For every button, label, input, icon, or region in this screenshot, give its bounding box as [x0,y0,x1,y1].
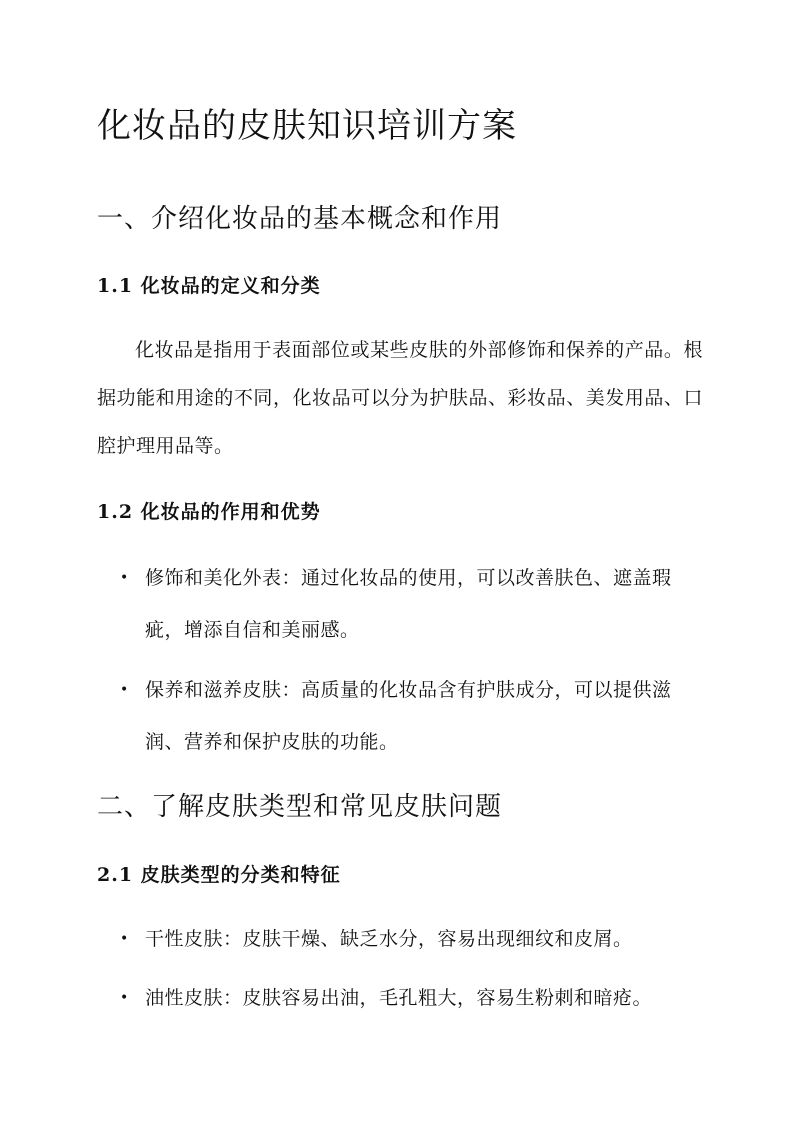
list-item [120,552,700,656]
list-item [120,664,700,768]
list-item-text: 干性皮肤：皮肤干燥、缺乏水分，容易出现细纹和皮屑。 [145,928,633,950]
bullet-icon: • [120,990,129,1006]
subsection-heading-1-2: 1.2 化妆品的作用和优势 [97,501,321,523]
section-heading-1: 一、介绍化妆品的基本概念和作用 [97,204,503,234]
list-item [120,913,700,965]
list-item [120,972,700,1024]
bullet-icon: • [120,570,129,586]
subsection-heading-1-1: 1.1 化妆品的定义和分类 [97,275,321,297]
bullet-icon: • [120,682,129,698]
list-item-text: 油性皮肤：皮肤容易出油，毛孔粗大，容易生粉刺和暗疮。 [145,987,653,1009]
bullet-icon: • [120,931,129,947]
document-title: 化妆品的皮肤知识培训方案 [97,106,517,146]
list-item-text: 修饰和美化外表：通过化妆品的使用，可以改善肤色、遮盖瑕疵，增添自信和美丽感。 [145,567,672,641]
subsection-heading-2-1: 2.1 皮肤类型的分类和特征 [97,864,341,886]
list-item-text: 保养和滋养皮肤：高质量的化妆品含有护肤成分，可以提供滋润、营养和保护皮肤的功能。 [145,679,672,753]
paragraph-definition: 化妆品是指用于表面部位或某些皮肤的外部修饰和保养的产品。根据功能和用途的不同，化妆品可以分为护肤品、彩妆品、美发用品、口腔护理用品等。 [97,339,703,457]
section-heading-2: 二、了解皮肤类型和常见皮肤问题 [97,792,503,822]
